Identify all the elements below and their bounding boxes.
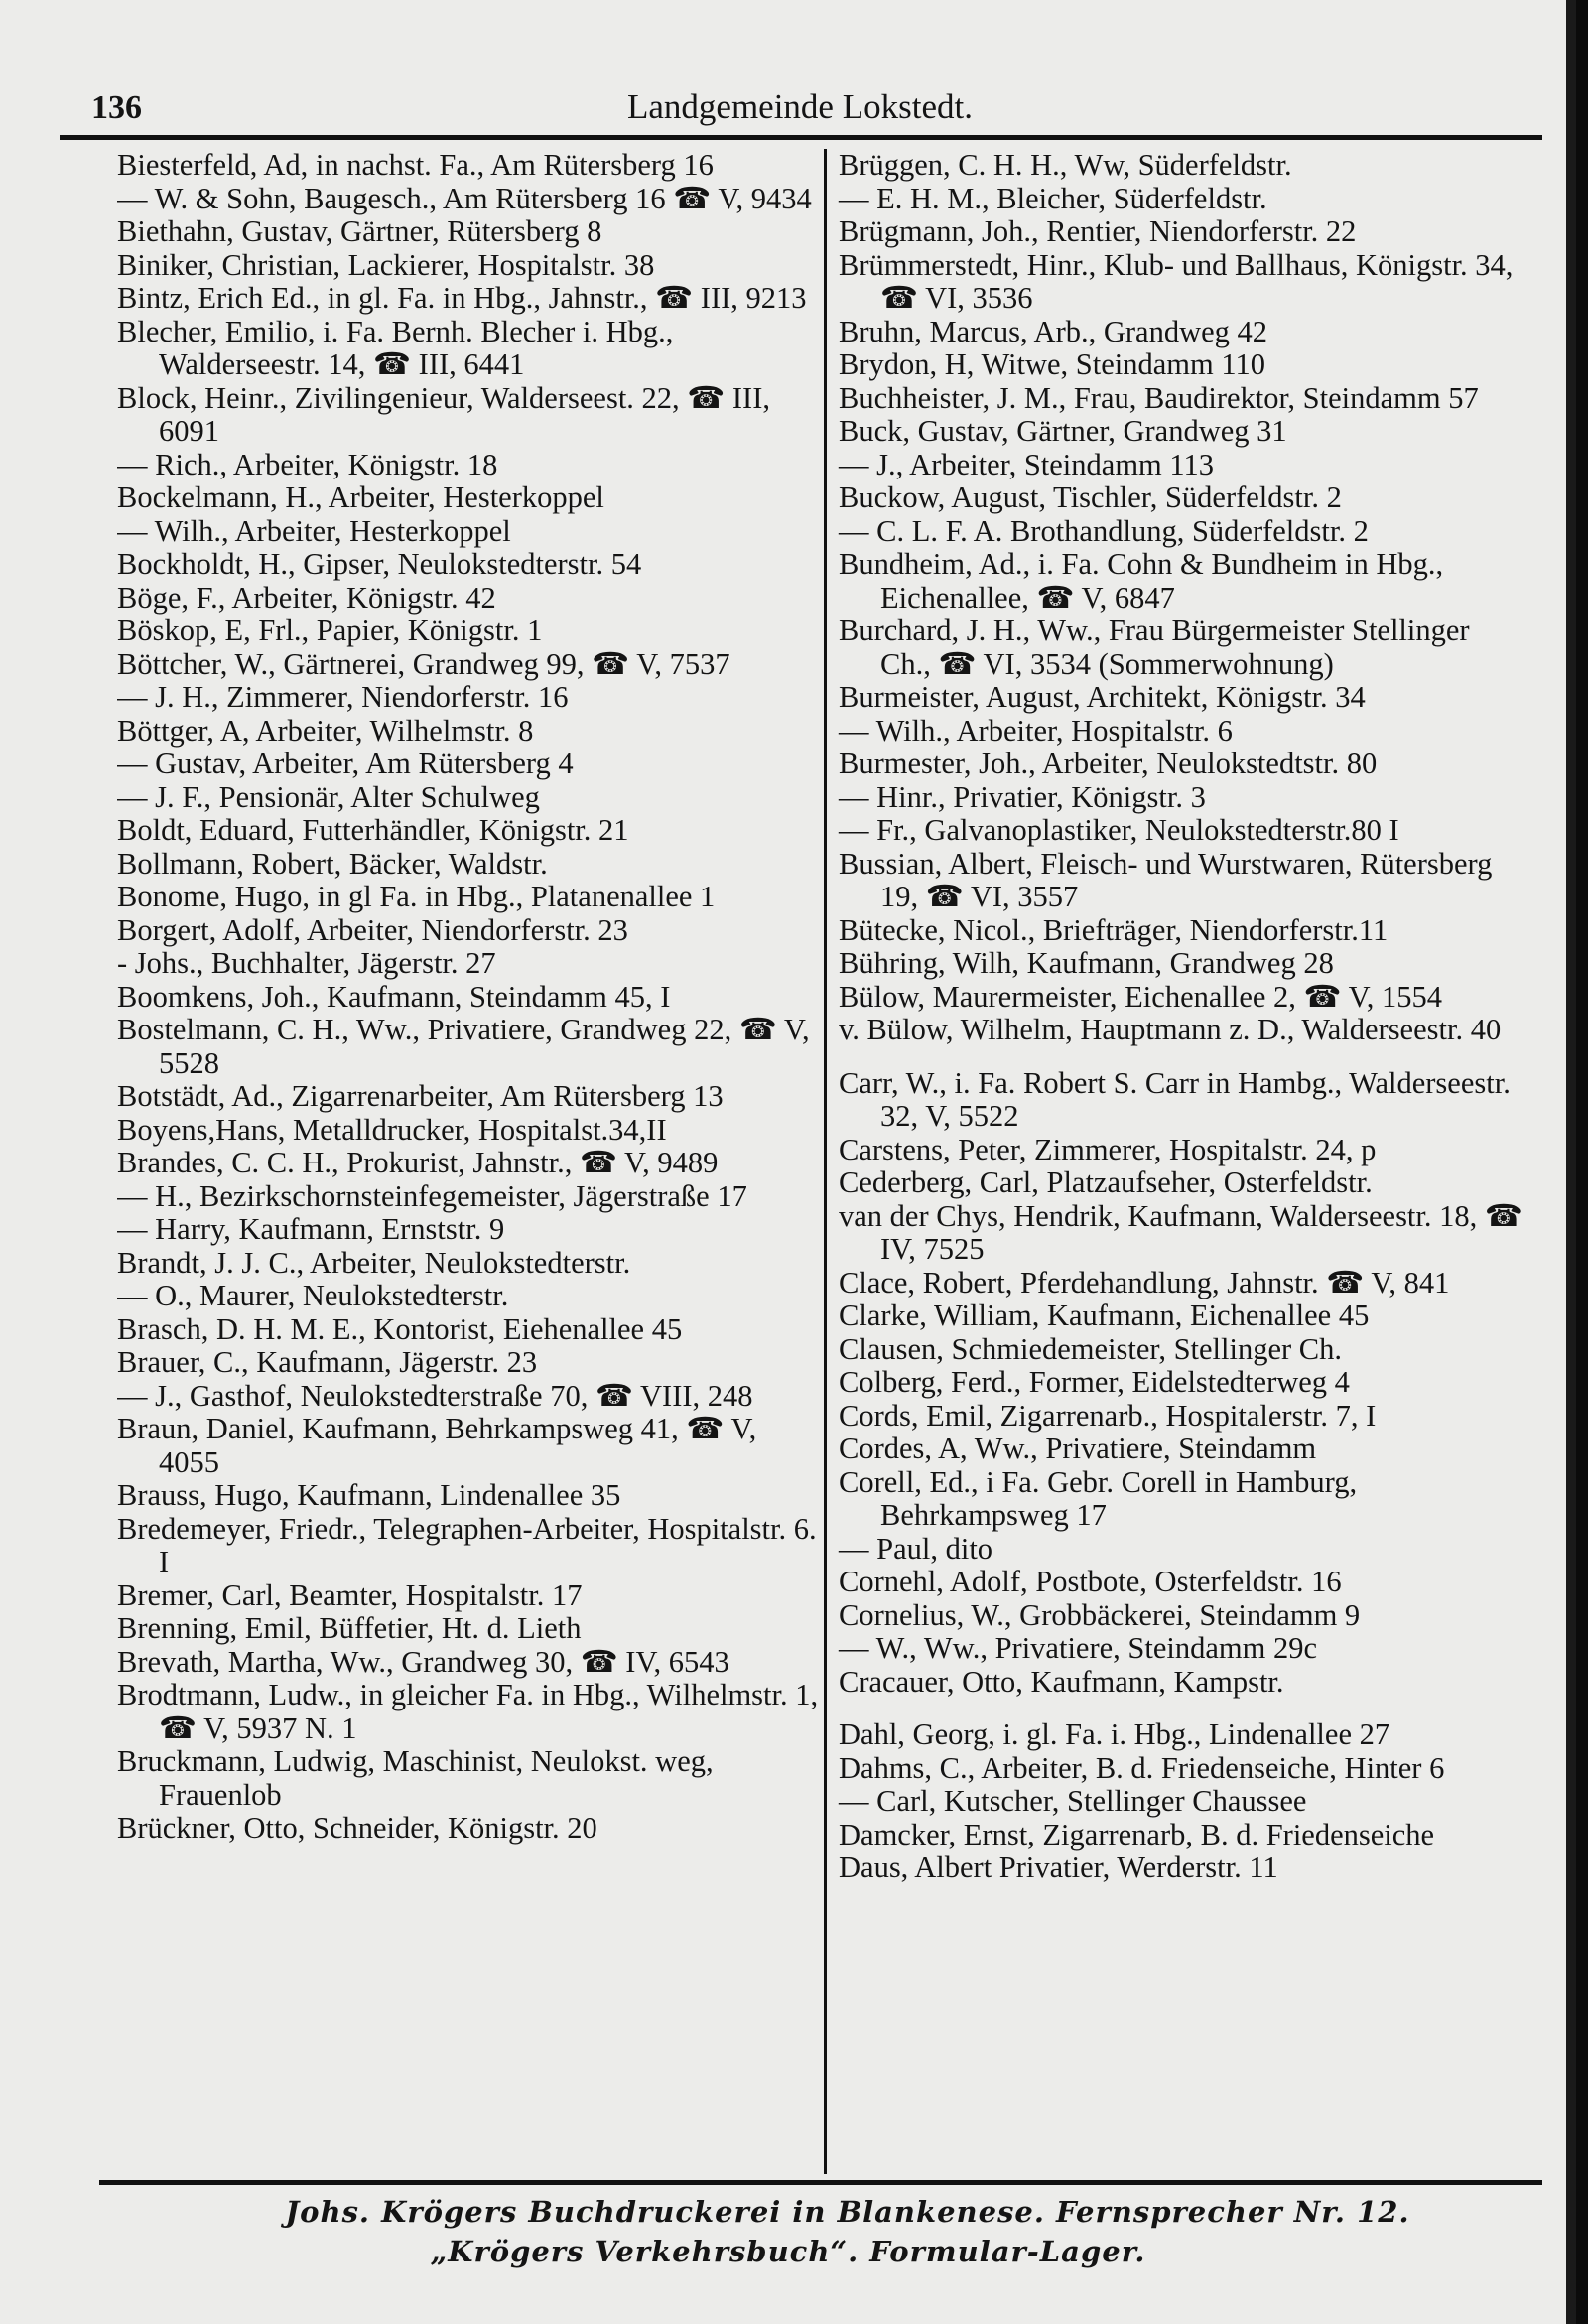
footer-rule [99, 2180, 1542, 2185]
directory-entry: Böskop, E, Frl., Papier, Königstr. 1 [117, 614, 543, 647]
directory-entry: Bockholdt, H., Gipser, Neulokstedterstr. 54 [117, 547, 642, 581]
directory-entry: Brodtmann, Ludw., in gleicher Fa. in Hbg., Wilhelmstr. 1, ☎ V, 5937 N. 1 [117, 1678, 819, 1745]
directory-entry: Burmeister, August, Architekt, Königstr. 34 [839, 680, 1366, 714]
directory-entry: Biniker, Christian, Lackierer, Hospitalstr. 38 [117, 247, 655, 282]
directory-entry: Boomkens, Joh., Kaufmann, Steindamm 45, I [117, 979, 671, 1014]
directory-entry: Cords, Emil, Zigarrenarb., Hospitalerstr. 7, I [839, 1398, 1377, 1433]
directory-entry: Biethahn, Gustav, Gärtner, Rütersberg 8 [117, 214, 602, 248]
directory-entry: Dahms, C., Arbeiter, B. d. Friedenseiche, Hinter 6 [839, 1750, 1445, 1785]
directory-entry: Buck, Gustav, Gärtner, Grandweg 31 [839, 414, 1287, 448]
directory-entry: Brandes, C. C. H., Prokurist, Jahnstr., ☎ V, 9489 [117, 1146, 719, 1179]
page-number: 136 [91, 89, 142, 126]
letter-section-gap [839, 1699, 1524, 1718]
directory-entry: — J., Arbeiter, Steindamm 113 [839, 447, 1215, 481]
directory-entry: Burmester, Joh., Arbeiter, Neulokstedtstr. 80 [839, 747, 1378, 780]
directory-entry: — H., Bezirkschornsteinfegemeister, Jägerstraße 17 [117, 1178, 747, 1213]
directory-entry: — Gustav, Arbeiter, Am Rütersberg 4 [117, 747, 574, 780]
directory-entry: Clace, Robert, Pferdehandlung, Jahnstr. ☎ V, 841 [839, 1265, 1450, 1299]
directory-entry: — O., Maurer, Neulokstedterstr. [117, 1279, 509, 1312]
directory-entry: Block, Heinr., Zivilingenieur, Walderseest. 22, ☎ III, 6091 [117, 380, 770, 448]
directory-entry: Cracauer, Otto, Kaufmann, Kampstr. [839, 1664, 1284, 1699]
directory-entry: — Fr., Galvanoplastiker, Neulokstedterstr.80 I [839, 813, 1399, 847]
directory-entry: Carr, W., i. Fa. Robert S. Carr in Hambg., Walderseestr. 32, V, 5522 [839, 1065, 1511, 1133]
directory-entry: Brauer, C., Kaufmann, Jägerstr. 23 [117, 1345, 538, 1379]
directory-entry: — Carl, Kutscher, Stellinger Chaussee [839, 1784, 1307, 1818]
directory-entry: — W. & Sohn, Baugesch., Am Rütersberg 16 ☎ V, 9434 [117, 181, 812, 215]
directory-entry: Brügmann, Joh., Rentier, Niendorferstr. 22 [839, 214, 1357, 248]
directory-entry: van der Chys, Hendrik, Kaufmann, Walderseestr. 18, ☎ IV, 7525 [839, 1198, 1522, 1266]
directory-entry: Bütecke, Nicol., Briefträger, Niendorferstr.11 [839, 912, 1389, 947]
directory-entry: Daus, Albert Privatier, Werderstr. 11 [839, 1850, 1278, 1884]
directory-entry: Brümmerstedt, Hinr., Klub- und Ballhaus, Königstr. 34, ☎ VI, 3536 [839, 247, 1514, 315]
directory-entry: Bonome, Hugo, in gl Fa. in Hbg., Platanenallee 1 [117, 880, 716, 913]
directory-entry: Boldt, Eduard, Futterhändler, Königstr. 21 [117, 813, 629, 847]
directory-entry: — C. L. F. A. Brothandlung, Süderfeldstr. 2 [839, 513, 1369, 548]
directory-entry: Clarke, William, Kaufmann, Eichenallee 45 [839, 1299, 1370, 1332]
directory-entry: Brevath, Martha, Ww., Grandweg 30, ☎ IV, 6543 [117, 1644, 729, 1679]
directory-entry: Cordes, A, Ww., Privatiere, Steindamm [839, 1432, 1317, 1465]
letter-section-gap [839, 1047, 1524, 1067]
directory-entry: Böge, F., Arbeiter, Königstr. 42 [117, 580, 496, 615]
directory-entry: — Rich., Arbeiter, Königstr. 18 [117, 447, 498, 481]
footer-line-2: „Krögers Verkehrsbuch“. Formular-Lager. [430, 2235, 1146, 2268]
directory-entry: Brenning, Emil, Büffetier, Ht. d. Lieth [117, 1611, 582, 1645]
directory-entry: Bussian, Albert, Fleisch- und Wurstwaren, Rütersberg 19, ☎ VI, 3557 [839, 846, 1493, 913]
directory-entry: Corell, Ed., i Fa. Gebr. Corell in Hamburg, Behrkampsweg 17 [839, 1464, 1358, 1532]
directory-entry: — Hinr., Privatier, Königstr. 3 [839, 779, 1206, 814]
directory-entry: Bredemeyer, Friedr., Telegraphen-Arbeiter, Hospitalstr. 6. I [117, 1511, 817, 1578]
directory-entry: Cornehl, Adolf, Postbote, Osterfeldstr. 16 [839, 1565, 1342, 1598]
directory-entry: Bühring, Wilh, Kaufmann, Grandweg 28 [839, 946, 1334, 980]
directory-entry: Blecher, Emilio, i. Fa. Bernh. Blecher i. Hbg., Walderseestr. 14, ☎ III, 6441 [117, 314, 674, 381]
directory-entry: Brückner, Otto, Schneider, Königstr. 20 [117, 1811, 597, 1845]
directory-entry: Böttger, A, Arbeiter, Wilhelmstr. 8 [117, 713, 534, 748]
running-title: Landgemeinde Lokstedt. [627, 87, 973, 126]
directory-entry: Brauss, Hugo, Kaufmann, Lindenallee 35 [117, 1478, 621, 1512]
directory-entry: Boyens,Hans, Metalldrucker, Hospitalst.34,II [117, 1112, 667, 1147]
directory-entry: Botstädt, Ad., Zigarrenarbeiter, Am Rütersberg 13 [117, 1079, 724, 1113]
directory-entry: v. Bülow, Wilhelm, Hauptmann z. D., Walderseestr. 40 [839, 1013, 1502, 1046]
directory-entry: — Paul, dito [839, 1531, 993, 1566]
directory-entry: Bockelmann, H., Arbeiter, Hesterkoppel [117, 480, 604, 514]
directory-entry: Damcker, Ernst, Zigarrenarb, B. d. Friedenseiche [839, 1817, 1435, 1851]
directory-entry: Borgert, Adolf, Arbeiter, Niendorferstr. 23 [117, 912, 628, 947]
right-column [824, 149, 1524, 2174]
directory-entry: — J. F., Pensionär, Alter Schulweg [117, 779, 540, 814]
directory-entry: Cornelius, W., Grobbäckerei, Steindamm 9 [839, 1597, 1361, 1632]
header-rule [60, 135, 1542, 140]
directory-entry: — Harry, Kaufmann, Ernststr. 9 [117, 1212, 505, 1246]
directory-entry: Bruckmann, Ludwig, Maschinist, Neulokst. weg, Frauenlob [117, 1744, 714, 1812]
directory-entry: Bintz, Erich Ed., in gl. Fa. in Hbg., Jahnstr., ☎ III, 9213 [117, 281, 807, 315]
directory-entry: Brydon, H, Witwe, Steindamm 110 [839, 347, 1265, 381]
directory-entry: Bülow, Maurermeister, Eichenallee 2, ☎ V, 1554 [839, 979, 1442, 1014]
directory-entry: Carstens, Peter, Zimmerer, Hospitalstr. 24, p [839, 1132, 1377, 1166]
directory-entry: Brüggen, C. H. H., Ww, Süderfeldstr. [839, 149, 1292, 182]
directory-entry: Colberg, Ferd., Former, Eidelstedterweg 4 [839, 1365, 1350, 1399]
directory-entry: Dahl, Georg, i. gl. Fa. i. Hbg., Lindenallee 27 [839, 1717, 1390, 1751]
directory-entry: — J. H., Zimmerer, Niendorferstr. 16 [117, 680, 569, 714]
directory-entry: Clausen, Schmiedemeister, Stellinger Ch. [839, 1331, 1343, 1366]
directory-entry: Bundheim, Ad., i. Fa. Cohn & Bundheim in Hbg., Eichenallee, ☎ V, 6847 [839, 547, 1444, 615]
printer-advertisement [0, 2192, 1576, 2271]
page-header [71, 79, 1542, 139]
directory-entry: Brandt, J. J. C., Arbeiter, Neulokstedterstr. [117, 1245, 631, 1280]
directory-entry: Böttcher, W., Gärtnerei, Grandweg 99, ☎ V, 7537 [117, 646, 730, 681]
directory-entry: Bremer, Carl, Beamter, Hospitalstr. 17 [117, 1577, 583, 1612]
directory-entry: Braun, Daniel, Kaufmann, Behrkampsweg 41, ☎ V, 4055 [117, 1412, 757, 1479]
directory-entry: Bruhn, Marcus, Arb., Grandweg 42 [839, 314, 1268, 348]
directory-entry: — J., Gasthof, Neulokstedterstraße 70, ☎ VIII, 248 [117, 1378, 753, 1413]
directory-entry: Brasch, D. H. M. E., Kontorist, Eiehenallee 45 [117, 1311, 683, 1346]
left-column [117, 149, 824, 2174]
directory-entry: — W., Ww., Privatiere, Steindamm 29c [839, 1631, 1317, 1665]
directory-entry: Cederberg, Carl, Platzaufseher, Osterfeldstr. [839, 1165, 1373, 1199]
directory-entry: Bollmann, Robert, Bäcker, Waldstr. [117, 846, 548, 881]
directory-entry: Bostelmann, C. H., Ww., Privatiere, Grandweg 22, ☎ V, 5528 [117, 1013, 810, 1080]
directory-entry: Buckow, August, Tischler, Süderfeldstr. 2 [839, 480, 1342, 514]
directory-entry: — Wilh., Arbeiter, Hospitalstr. 6 [839, 713, 1233, 748]
directory-entry: — E. H. M., Bleicher, Süderfeldstr. [839, 181, 1267, 215]
directory-entry: — Wilh., Arbeiter, Hesterkoppel [117, 513, 511, 548]
directory-entry: - Johs., Buchhalter, Jägerstr. 27 [117, 946, 496, 980]
directory-entry: Buchheister, J. M., Frau, Baudirektor, Steindamm 57 [839, 380, 1479, 415]
footer-line-1: Johs. Krögers Buchdruckerei in Blankenese. Fernsprecher Nr. 12. [285, 2195, 1410, 2229]
directory-entry: Biesterfeld, Ad, in nachst. Fa., Am Rütersberg 16 [117, 149, 714, 182]
directory-entry: Burchard, J. H., Ww., Frau Bürgermeister Stellinger Ch., ☎ VI, 3534 (Sommerwohnung) [839, 614, 1470, 681]
